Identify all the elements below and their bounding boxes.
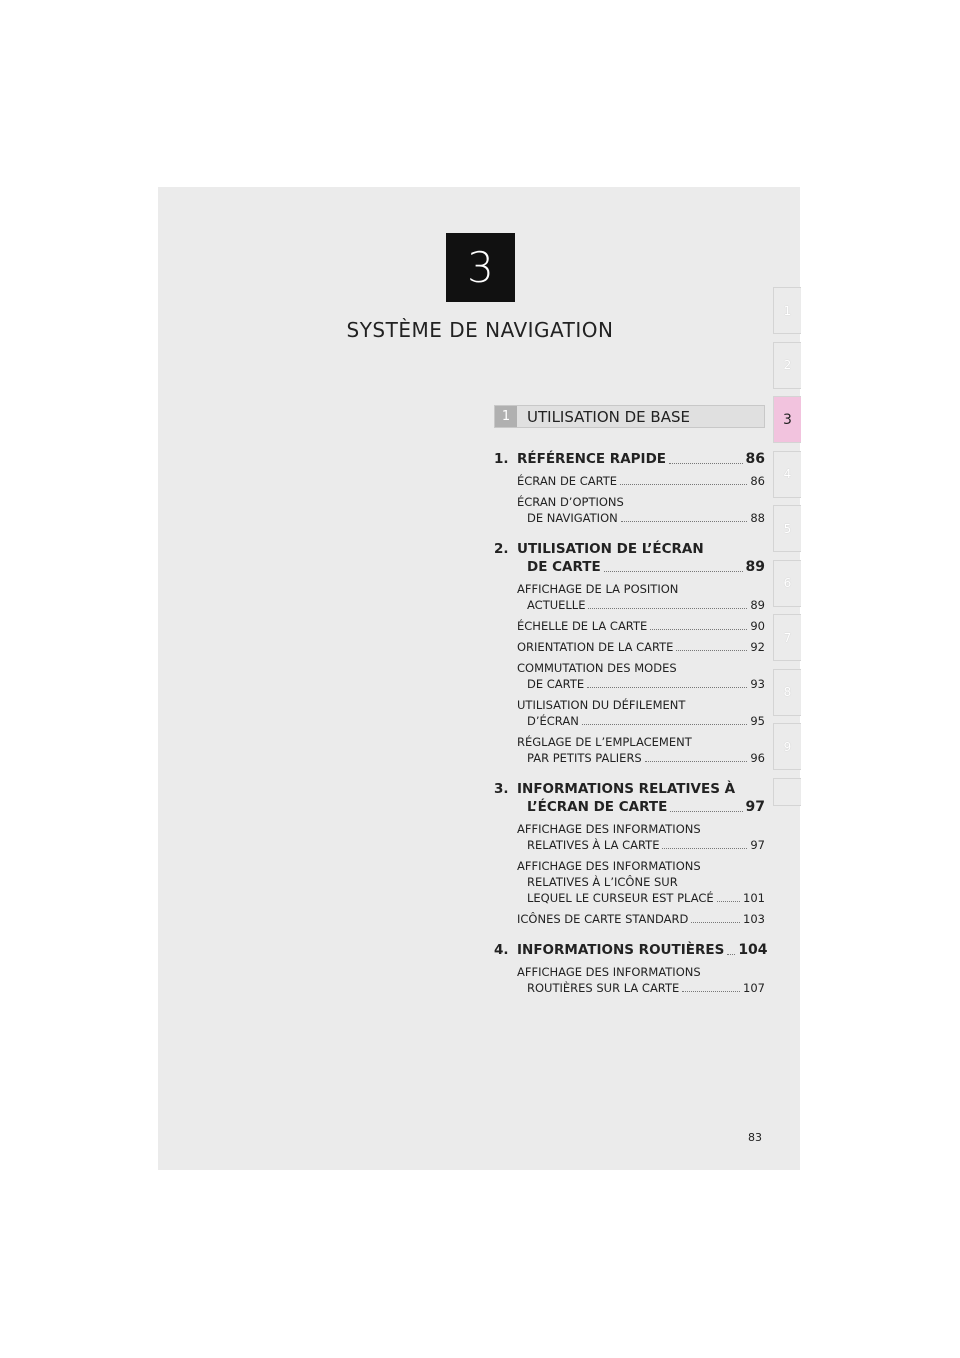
toc-subsection-entry[interactable] — [517, 660, 765, 692]
toc-chapter-title: INFORMATIONS ROUTIÈRES — [517, 942, 725, 958]
toc-chapter-title: DE CARTE — [527, 559, 601, 575]
dot-leader — [621, 521, 748, 522]
toc-page-number: 90 — [750, 619, 765, 633]
toc-page-number: 86 — [745, 451, 765, 467]
toc-subsection-title-line: RELATIVES À L’ICÔNE SUR — [527, 875, 678, 889]
chapter-tab-7[interactable]: 7 — [773, 614, 801, 661]
toc-subsection-title: DE CARTE — [527, 677, 585, 691]
toc-page-number: 89 — [745, 559, 765, 575]
toc-subsection-title: ICÔNES DE CARTE STANDARD — [517, 912, 689, 926]
chapter-tab-3[interactable]: 3 — [773, 396, 801, 443]
toc-page-number: 107 — [743, 981, 765, 995]
dot-leader — [717, 901, 740, 902]
toc-subsection-entry[interactable] — [517, 858, 765, 906]
toc-chapter-number: 1. — [494, 451, 509, 467]
toc-subsection-title: ORIENTATION DE LA CARTE — [517, 640, 674, 654]
toc-subsection-entry[interactable] — [517, 473, 765, 489]
toc-chapter-title-line: UTILISATION DE L’ÉCRAN — [517, 541, 704, 557]
toc-page-number: 97 — [750, 838, 765, 852]
chapter-number-box — [446, 233, 515, 302]
toc-subsection-title-line: ÉCRAN D’OPTIONS — [517, 495, 624, 509]
toc-subsection-title: ÉCHELLE DE LA CARTE — [517, 619, 648, 633]
dot-leader — [691, 922, 740, 923]
toc-subsection-title-line: COMMUTATION DES MODES — [517, 661, 677, 675]
chapter-tab-9[interactable]: 9 — [773, 723, 801, 770]
chapter-tab-5[interactable]: 5 — [773, 505, 801, 552]
dot-leader — [650, 629, 747, 630]
page-number: 83 — [748, 1131, 762, 1144]
toc-page-number: 89 — [750, 598, 765, 612]
section-number: 1 — [495, 406, 517, 427]
section-header — [494, 405, 765, 428]
dot-leader — [620, 484, 747, 485]
toc-subsection-entry[interactable] — [517, 964, 765, 996]
toc-subsection-title-line: AFFICHAGE DES INFORMATIONS — [517, 859, 701, 873]
dot-leader — [669, 463, 743, 464]
dot-leader — [670, 811, 742, 812]
toc-page-number: 97 — [745, 799, 765, 815]
toc-subsection-entry[interactable] — [517, 581, 765, 613]
toc-subsection-entry[interactable] — [517, 911, 765, 927]
chapter-tab-6[interactable]: 6 — [773, 560, 801, 607]
toc-page-number: 101 — [743, 891, 765, 905]
toc-page-number: 104 — [738, 942, 768, 958]
toc-page-number: 96 — [750, 751, 765, 765]
toc-page-number: 86 — [750, 474, 765, 488]
dot-leader — [727, 954, 735, 955]
chapter-tab-1[interactable]: 1 — [773, 287, 801, 334]
toc-subsection-title: PAR PETITS PALIERS — [527, 751, 642, 765]
toc-page-number: 95 — [750, 714, 765, 728]
toc-page-number: 88 — [750, 511, 765, 525]
toc-subsection-title: ÉCRAN DE CARTE — [517, 474, 618, 488]
dot-leader — [676, 650, 747, 651]
toc-subsection-title-line: AFFICHAGE DES INFORMATIONS — [517, 822, 701, 836]
toc-subsection-entry[interactable] — [517, 494, 765, 526]
toc-subsection-title-line: UTILISATION DU DÉFILEMENT — [517, 698, 686, 712]
chapter-number: 3 — [467, 243, 494, 292]
dot-leader — [645, 761, 748, 762]
section-title: UTILISATION DE BASE — [527, 407, 690, 426]
table-of-contents — [494, 444, 768, 1010]
chapter-tab-blank[interactable] — [773, 778, 801, 806]
toc-chapter-title-line: INFORMATIONS RELATIVES À — [517, 781, 736, 797]
toc-subsection-title: RELATIVES À LA CARTE — [527, 838, 660, 852]
toc-subsection-title: DE NAVIGATION — [527, 511, 618, 525]
toc-subsection-entry[interactable] — [517, 821, 765, 853]
toc-page-number: 92 — [750, 640, 765, 654]
dot-leader — [662, 848, 747, 849]
toc-chapter-entry[interactable] — [494, 941, 768, 959]
toc-subsection-title-line: RÉGLAGE DE L’EMPLACEMENT — [517, 735, 692, 749]
toc-subsection-entry[interactable] — [517, 697, 765, 729]
dot-leader — [604, 571, 743, 572]
toc-subsection-entry[interactable] — [517, 734, 765, 766]
toc-subsection-title: D’ÉCRAN — [527, 714, 579, 728]
toc-chapter-entry[interactable] — [494, 780, 765, 816]
dot-leader — [587, 687, 747, 688]
toc-subsection-title-line: AFFICHAGE DE LA POSITION — [517, 582, 679, 596]
toc-subsection-entry[interactable] — [517, 618, 765, 634]
toc-chapter-entry[interactable] — [494, 450, 765, 468]
chapter-title: SYSTÈME DE NAVIGATION — [346, 318, 614, 342]
toc-chapter-number: 4. — [494, 942, 509, 958]
toc-subsection-title: LEQUEL LE CURSEUR EST PLACÉ — [527, 891, 714, 905]
toc-chapter-number: 3. — [494, 781, 509, 797]
toc-page-number: 103 — [743, 912, 765, 926]
toc-chapter-title: RÉFÉRENCE RAPIDE — [517, 451, 666, 467]
toc-chapter-number: 2. — [494, 541, 509, 557]
chapter-tab-8[interactable]: 8 — [773, 669, 801, 716]
dot-leader — [682, 991, 740, 992]
chapter-tab-2[interactable]: 2 — [773, 342, 801, 389]
toc-subsection-entry[interactable] — [517, 639, 765, 655]
dot-leader — [582, 724, 748, 725]
toc-subsection-title: ACTUELLE — [527, 598, 586, 612]
toc-chapter-entry[interactable] — [494, 540, 765, 576]
dot-leader — [588, 608, 747, 609]
toc-chapter-title: L’ÉCRAN DE CARTE — [527, 799, 668, 815]
toc-page-number: 93 — [750, 677, 765, 691]
chapter-tab-4[interactable]: 4 — [773, 451, 801, 498]
toc-subsection-title-line: AFFICHAGE DES INFORMATIONS — [517, 965, 701, 979]
toc-subsection-title: ROUTIÈRES SUR LA CARTE — [527, 981, 680, 995]
